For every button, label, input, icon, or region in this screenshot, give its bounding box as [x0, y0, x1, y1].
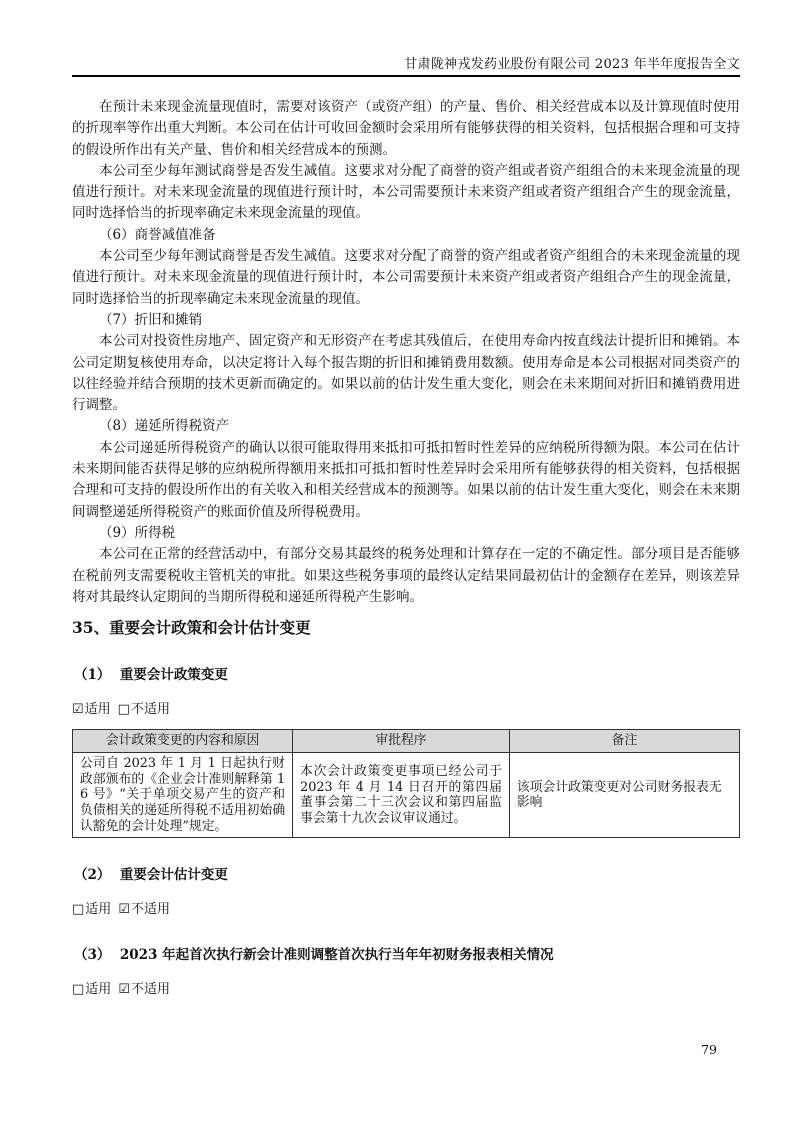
- section-heading: 35、重要会计政策和会计估计变更: [72, 618, 311, 638]
- applicability-option: [72, 982, 111, 997]
- report-header-title: 甘肃陇神戎发药业股份有限公司 2023 年半年度报告全文: [404, 57, 740, 72]
- body-paragraph: 本公司递延所得税资产的确认以很可能取得用来抵扣可抵扣暂时性差异的应纳税所得额为限。本公司在估计未来期间能否获得足够的应纳税所得额用来抵扣可抵扣暂时性差异时会采用所有能够获得的相关资料，包括根据合理和可支持的假设所作出的有关收入和相关经营成本的预测等。如果以前的估计发生重大变化，则会在未来期间调整递延所得税资产的账面价值及所得税费用。: [72, 439, 740, 520]
- applicability-label: 不适用: [130, 702, 170, 718]
- table-header-cell: 备注: [509, 730, 739, 753]
- applicability-option: [118, 902, 170, 917]
- page-header: [72, 56, 740, 77]
- policy-change-table: [72, 729, 740, 838]
- body-paragraph: 本公司至少每年测试商誉是否发生减值。这要求对分配了商誉的资产组或者资产组组合的未来现金流量的现值进行预计。对未来现金流量的现值进行预计时，本公司需要预计未来资产组或者资产组组合产生的现金流量，同时选择恰当的折现率确定未来现金流量的现值。: [72, 162, 740, 222]
- checkbox-checked-icon: ☑: [72, 702, 84, 718]
- applicability-label: 适用: [85, 982, 112, 998]
- checkbox-unchecked-icon: □: [72, 902, 85, 918]
- numbered-subitem: （7）折旧和摊销: [99, 311, 203, 328]
- applicability-label: 适用: [84, 702, 111, 718]
- subsection-title: 重要会计政策变更: [119, 667, 228, 684]
- subsection-number: （2）: [74, 867, 111, 884]
- body-paragraph: 本公司对投资性房地产、固定资产和无形资产在考虑其残值后，在使用寿命内按直线法计提折旧和摊销。本公司定期复核使用寿命，以决定将计入每个报告期的折旧和摊销费用数额。使用寿命是本公司根据对同类资产的以往经验并结合预期的技术更新而确定的。如果以前的估计发生重大变化，则会在未来期间对折旧和摊销费用进行调整。: [72, 333, 740, 414]
- applicability-line: [72, 981, 740, 998]
- subsection-heading: [74, 666, 740, 684]
- applicability-option: [118, 982, 170, 997]
- checkbox-unchecked-icon: □: [117, 702, 130, 718]
- page-number: 79: [701, 1042, 717, 1057]
- numbered-subitem: （8）递延所得税资产: [99, 418, 230, 435]
- table-header-cell: 会计政策变更的内容和原因: [73, 730, 293, 753]
- applicability-line: [72, 901, 740, 918]
- table-cell: 本次会计政策变更事项已经公司于 2023 年 4 月 14 日召开的第四届董事会第二十三次会议和第四届监事会第十九次会议审议通过。: [293, 753, 510, 838]
- subsection-number: （1）: [74, 667, 111, 684]
- table-cell: 公司自 2023 年 1 月 1 日起执行财政部颁布的《企业会计准则解释第 16 号》“关于单项交易产生的资产和负债相关的递延所得税不适用初始确认豁免的会计处理”规定。: [73, 753, 293, 838]
- applicability-label: 适用: [85, 902, 112, 918]
- numbered-subitem: （6）商誉减值准备: [99, 226, 216, 243]
- applicability-option: [72, 702, 111, 717]
- subsection-heading: [74, 866, 740, 884]
- subsection-title: 2023 年起首次执行新会计准则调整首次执行当年年初财务报表相关情况: [119, 947, 554, 964]
- body-paragraph: 本公司至少每年测试商誉是否发生减值。这要求对分配了商誉的资产组或者资产组组合的未来现金流量的现值进行预计。对未来现金流量的现值进行预计时，本公司需要预计未来资产组或者资产组组合产生的现金流量，同时选择恰当的折现率确定未来现金流量的现值。: [72, 248, 740, 307]
- table-cell: 该项会计政策变更对公司财务报表无影响: [509, 753, 739, 838]
- applicability-option: [118, 702, 170, 717]
- body-paragraph: 在预计未来现金流量现值时，需要对该资产（或资产组）的产量、售价、相关经营成本以及计算现值时使用的折现率等作出重大判断。本公司在估计可收回金额时会采用所有能够获得的相关资料，包括根据合理和可支持的假设所作出有关产量、售价和相关经营成本的预测。: [72, 99, 740, 158]
- table-header-row: [73, 730, 740, 753]
- applicability-line: [72, 701, 740, 718]
- checkbox-checked-icon: ☑: [118, 902, 130, 918]
- checkbox-unchecked-icon: □: [72, 982, 85, 998]
- subsection-number: （3）: [74, 947, 111, 964]
- header-divider: [72, 75, 740, 77]
- numbered-subitem: （9）所得税: [99, 524, 176, 541]
- subsection-title: 重要会计估计变更: [119, 867, 228, 884]
- document-body: [72, 97, 740, 998]
- table-header-cell: 审批程序: [293, 730, 510, 753]
- body-paragraph: 本公司在正常的经营活动中，有部分交易其最终的税务处理和计算存在一定的不确定性。部分项目是否能够在税前列支需要税收主管机关的审批。如果这些税务事项的最终认定结果同最初估计的金额存在差异，则该差异将对其最终认定期间的当期所得税和递延所得税产生影响。: [72, 546, 740, 605]
- checkbox-checked-icon: ☑: [118, 982, 130, 998]
- applicability-label: 不适用: [130, 902, 170, 918]
- applicability-option: [72, 902, 111, 917]
- applicability-label: 不适用: [130, 982, 170, 998]
- subsection-heading: [74, 946, 740, 964]
- table-row: [73, 753, 740, 838]
